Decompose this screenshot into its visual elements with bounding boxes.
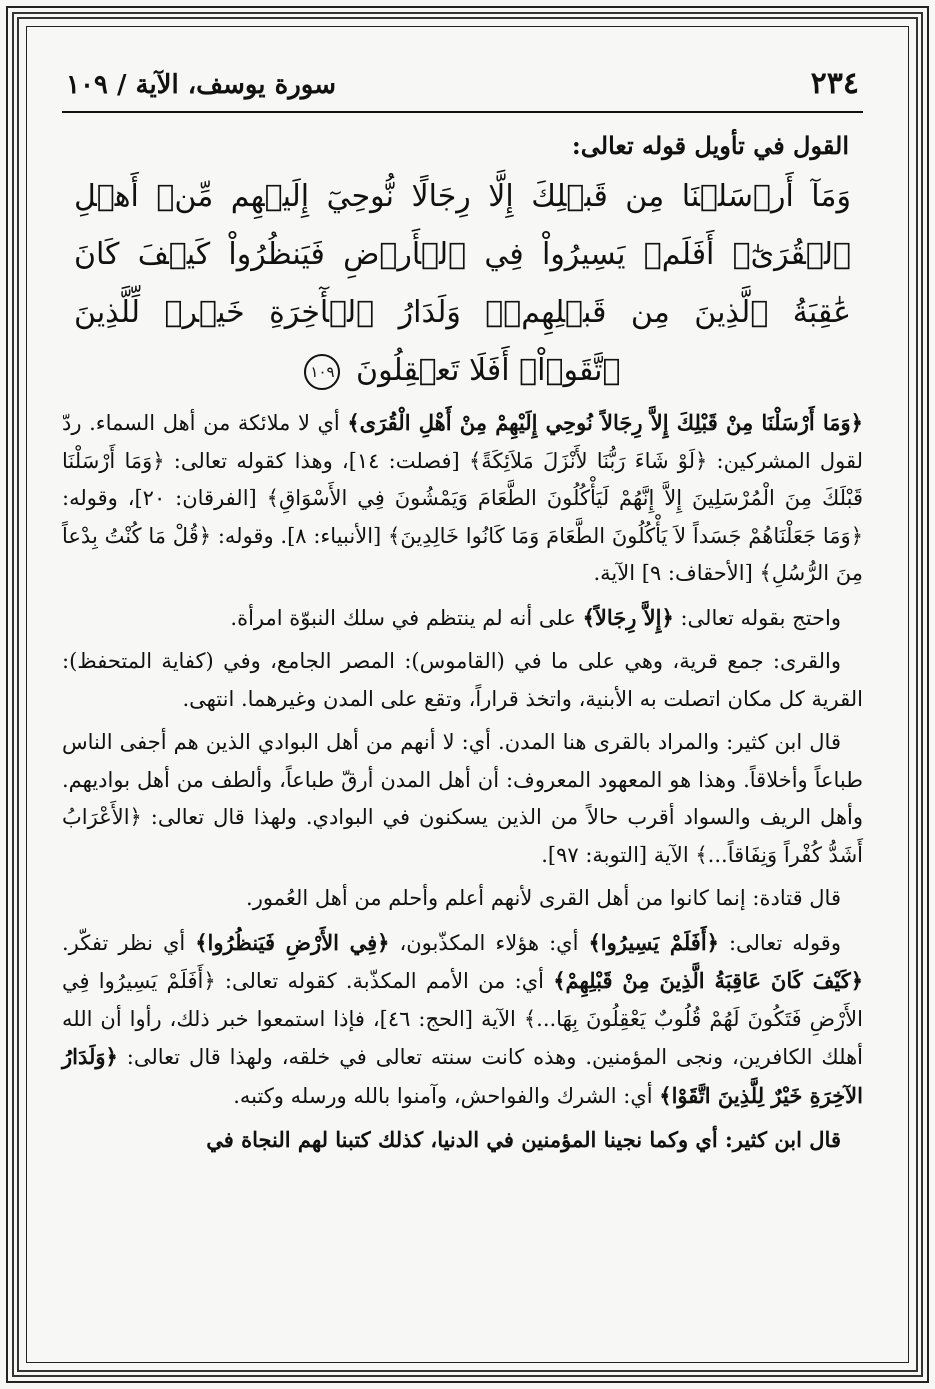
quran-quote: ﴿وَلَدَارُ الآخِرَةِ خَيْرٌ لِلَّذِينَ اتَّقَوْا﴾ bbox=[62, 1044, 863, 1108]
commentary-paragraph bbox=[62, 880, 863, 918]
quran-quote: ﴿وَمَا جَعَلْنَاهُمْ جَسَداً لاَ يَأْكُلُونَ الطَّعَامَ وَمَا كَانُوا خَالِدِينَ﴾ bbox=[388, 523, 864, 548]
commentary-text: قال قتادة: إنما كانوا من أهل القرى لأنهم أعلم وأحلم من أهل العُمور. bbox=[246, 886, 841, 910]
commentary-paragraph bbox=[62, 924, 863, 1116]
verse-text: وَمَآ أَرۡسَلۡنَا مِن قَبۡلِكَ إِلَّا رِجَالًا نُّوحِيٓ إِلَيۡهِم مِّنۡ أَهۡلِ ٱلۡقُرَىٰٓۗ أَفَلَمۡ يَسِيرُواْ فِي ٱلۡأَرۡضِ فَيَنظُرُواْ كَيۡفَ كَانَ عَٰقِبَةُ ٱلَّذِينَ مِن قَبۡلِهِمۡۗ وَلَدَارُ ٱلۡأٓخِرَةِ خَيۡرٞ لِّلَّذِينَ ٱتَّقَوۡاْۚ أَفَلَا تَعۡقِلُونَ bbox=[74, 179, 851, 388]
ayah-number-mark: ١٠٩ bbox=[304, 354, 340, 390]
commentary-text: وقوله تعالى: bbox=[718, 930, 841, 955]
commentary-paragraph bbox=[62, 599, 863, 638]
commentary-paragraph bbox=[62, 643, 863, 718]
commentary-text: [الأحقاف: ٩] الآية. bbox=[593, 561, 760, 585]
commentary-text: واحتج بقوله تعالى: bbox=[673, 605, 841, 630]
quran-quote: ﴿وَمَا أَرْسَلْنَا قَبْلَكَ مِنَ الْمُرْسَلِينَ إِلاَّ إِنَّهُمْ لَيَأْكُلُونَ الطَّعَامَ وَيَمْشُونَ فِي الأَسْوَاقِ﴾ bbox=[62, 448, 863, 510]
commentary-text: أي: هؤلاء المكذّبون، bbox=[389, 930, 589, 955]
page-content bbox=[62, 60, 863, 1329]
quran-verse bbox=[74, 168, 851, 400]
commentary-text: الآية [التوبة: ٩٧]. bbox=[541, 842, 696, 867]
section-title: القول في تأويل قوله تعالى: bbox=[571, 131, 849, 160]
commentary-text: [الأنبياء: ٨]. وقوله: bbox=[211, 523, 389, 548]
commentary-text: الآية [الحج: ٤٦]، فإذا استمعوا خبر ذلك، رأوا أن الله أهلك الكافرين، ونجى المؤمنين. وهذه كانت سنته تعالى في خلقه، ولهذا قال تعالى: bbox=[62, 1006, 863, 1069]
quran-quote: ﴿أَفَلَمْ يَسِيرُوا﴾ bbox=[588, 929, 719, 955]
quran-quote: ﴿كَيْفَ كَانَ عَاقِبَةُ الَّذِينَ مِنْ قَبْلِهِمْ﴾ bbox=[553, 968, 863, 993]
quran-quote: ﴿لَوْ شَاءَ رَبُّنَا لأَنْزَلَ مَلاَئِكَةً﴾ bbox=[468, 448, 708, 473]
commentary-text: أي: الشرك والفواحش، وآمنوا بالله ورسله وكتبه. bbox=[233, 1083, 660, 1108]
commentary-paragraph bbox=[62, 404, 863, 593]
commentary-paragraph bbox=[62, 724, 863, 874]
commentary-text: [الفرقان: ٢٠]، وقوله: bbox=[62, 486, 267, 510]
commentary-text: أي: من الأمم المكذّبة. كقوله تعالى: bbox=[215, 969, 554, 993]
quran-quote: ﴿فِي الأَرْضِ فَيَنظُرُوا﴾ bbox=[195, 929, 390, 955]
quran-quote: ﴿قُلْ مَا كُنْتُ بِدْعاً مِنَ الرُّسُلِ﴾ bbox=[62, 523, 863, 585]
quran-quote: ﴿وَمَا أَرْسَلْنَا مِنْ قَبْلِكَ إِلاَّ رِجَالاً نُوحِي إِلَيْهِمْ مِنْ أَهْلِ الْقُرَى﴾ bbox=[347, 410, 863, 435]
commentary-paragraph bbox=[62, 1121, 863, 1160]
page-header bbox=[62, 60, 863, 113]
page-number: ٢٣٤ bbox=[810, 66, 859, 101]
commentary-text: على أنه لم ينتظم في سلك النبوّة امرأة. bbox=[230, 605, 583, 630]
running-title: سورة يوسف، الآية / ١٠٩ bbox=[66, 70, 336, 100]
quran-quote: ﴿إِلاَّ رِجَالاً﴾ bbox=[582, 604, 674, 630]
commentary-text: قال ابن كثير: أي وكما نجينا المؤمنين في الدنيا، كذلك كتبنا لهم النجاة في bbox=[206, 1127, 841, 1152]
commentary-body bbox=[62, 404, 863, 1160]
quran-quote: ﴿أَفَلَمْ يَسِيرُوا فِي الأَرْضِ فَتَكُونَ لَهُمْ قُلُوبٌ يَعْقِلُونَ بِهَا...﴾ bbox=[62, 969, 863, 1031]
quran-quote: ﴿الأَعْرَابُ أَشَدُّ كُفْراً وَنِفَاقاً...﴾ bbox=[62, 805, 863, 867]
commentary-text: أي لا ملائكة من أهل السماء. ردّ لقول المشركين: bbox=[62, 411, 863, 473]
commentary-text: أي نظر تفكّر. bbox=[62, 930, 196, 955]
commentary-text: قال ابن كثير: والمراد بالقرى هنا المدن. أي: لا أنهم من أهل البوادي الذين هم أجفى الناس طباعاً وأخلاقاً. وهذا هو المعهود المعروف: أن أهل المدن أرقّ طباعاً، وألطف من أهل بواديهم. وأهل الريف والسواد أقرب حالاً من الذين يسكنون في البوادي. ولهذا قال تعالى: bbox=[62, 730, 863, 829]
commentary-text: [فصلت: ١٤]، وهذا كقوله تعالى: bbox=[164, 448, 469, 473]
commentary-text: والقرى: جمع قرية، وهي على ما في (القاموس): المصر الجامع، وفي (كفاية المتحفظ): القرية كل مكان اتصلت به الأبنية، واتخذ قراراً، وتقع على المدن وغيرهما. انتهى. bbox=[62, 649, 863, 711]
